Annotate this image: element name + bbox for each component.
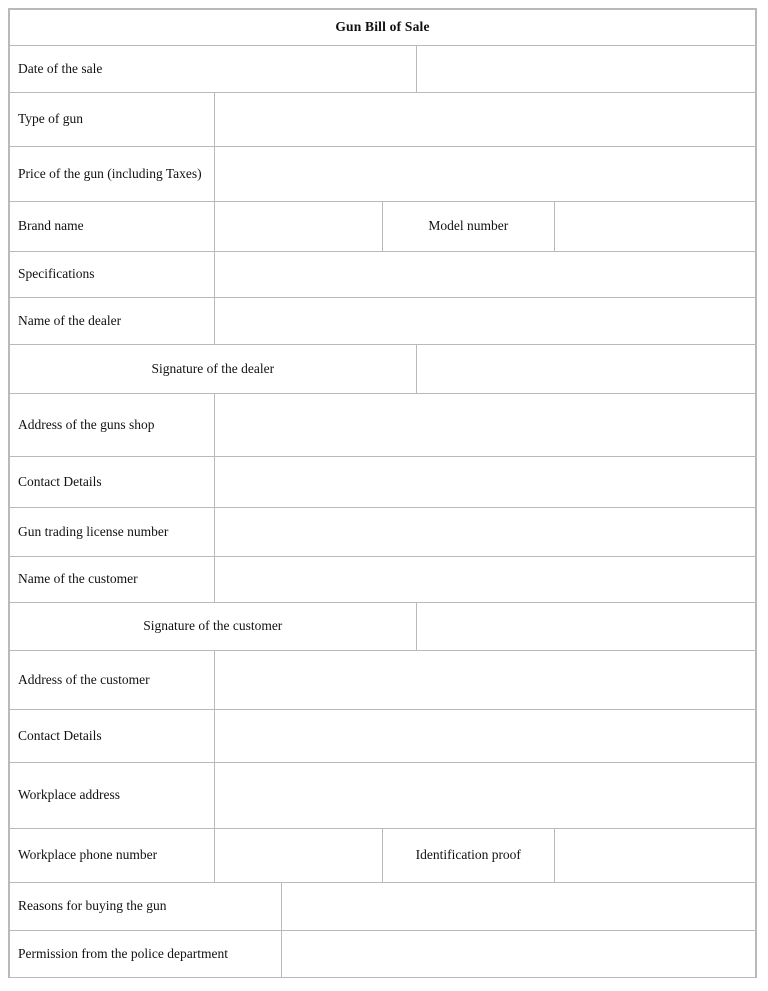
row-address-of-guns-shop [10,394,756,457]
row-signature-of-dealer [10,345,756,394]
row-signature-of-customer [10,603,756,651]
label-signature-of-customer: Signature of the customer [10,603,417,651]
row-name-of-dealer [10,298,756,345]
input-name-of-customer[interactable] [215,557,756,603]
input-address-of-customer[interactable] [215,651,756,710]
row-reasons-for-buying [10,883,756,931]
row-permission-from-police [10,931,756,978]
row-workplace-address [10,763,756,829]
label-name-of-dealer: Name of the dealer [10,298,215,345]
input-price-of-gun[interactable] [215,147,756,202]
row-specifications [10,252,756,298]
row-name-of-customer [10,557,756,603]
label-address-of-guns-shop: Address of the guns shop [10,394,215,457]
input-permission-from-police[interactable] [282,931,756,978]
input-signature-of-dealer[interactable] [416,345,755,394]
gun-bill-of-sale-form [8,8,757,978]
input-specifications[interactable] [215,252,756,298]
row-workplace-phone-and-id-proof [10,829,756,883]
input-signature-of-customer[interactable] [416,603,755,651]
label-customer-contact-details: Contact Details [10,710,215,763]
input-type-of-gun[interactable] [215,93,756,147]
input-workplace-phone-number[interactable] [215,829,383,883]
label-gun-trading-license-number: Gun trading license number [10,508,215,557]
label-reasons-for-buying: Reasons for buying the gun [10,883,282,931]
input-model-number[interactable] [554,202,755,252]
form-table [9,9,756,978]
row-brand-and-model [10,202,756,252]
title-row [10,10,756,46]
input-date-of-sale[interactable] [416,46,755,93]
label-price-of-gun: Price of the gun (including Taxes) [10,147,215,202]
label-name-of-customer: Name of the customer [10,557,215,603]
row-date-of-sale [10,46,756,93]
label-permission-from-police: Permission from the police department [10,931,282,978]
row-gun-trading-license-number [10,508,756,557]
row-type-of-gun [10,93,756,147]
input-workplace-address[interactable] [215,763,756,829]
input-brand-name[interactable] [215,202,383,252]
input-identification-proof[interactable] [554,829,755,883]
input-name-of-dealer[interactable] [215,298,756,345]
label-model-number: Model number [382,202,554,252]
input-gun-trading-license-number[interactable] [215,508,756,557]
input-customer-contact-details[interactable] [215,710,756,763]
label-workplace-phone-number: Workplace phone number [10,829,215,883]
row-dealer-contact-details [10,457,756,508]
row-price-of-gun [10,147,756,202]
label-brand-name: Brand name [10,202,215,252]
input-address-of-guns-shop[interactable] [215,394,756,457]
label-identification-proof: Identification proof [382,829,554,883]
label-workplace-address: Workplace address [10,763,215,829]
input-reasons-for-buying[interactable] [282,883,756,931]
label-specifications: Specifications [10,252,215,298]
row-customer-contact-details [10,710,756,763]
row-address-of-customer [10,651,756,710]
label-dealer-contact-details: Contact Details [10,457,215,508]
page-title: Gun Bill of Sale [10,10,756,46]
label-type-of-gun: Type of gun [10,93,215,147]
input-dealer-contact-details[interactable] [215,457,756,508]
label-signature-of-dealer: Signature of the dealer [10,345,417,394]
label-address-of-customer: Address of the customer [10,651,215,710]
label-date-of-sale: Date of the sale [10,46,417,93]
